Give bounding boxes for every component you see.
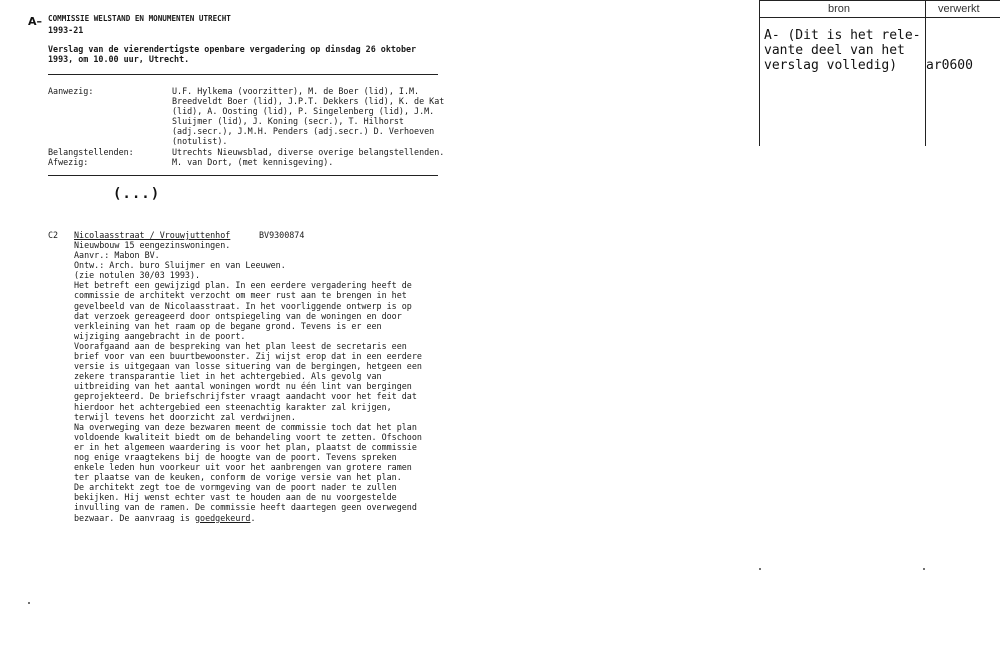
- present-line: Sluijmer (lid), J. Koning (secr.), T. Hilhorst: [172, 116, 404, 127]
- item-applicant: Aanvr.: Mabon BV.: [74, 250, 160, 261]
- decision-status: goedgekeurd: [195, 512, 251, 523]
- body-line: geprojekteerd. De briefschrijfster vraagt aandacht voor het feit dat: [74, 391, 417, 402]
- body-line: voldoende kwaliteit biedt om de behandeling voort te zetten. Ofschoon: [74, 431, 422, 442]
- body-line: verkleining van het raam op de begane grond. Tevens is er een: [74, 320, 382, 331]
- document-number: 1993-21: [48, 25, 84, 35]
- body-line: dat verzoek gereageerd door ontspiegeling van de woningen en door: [74, 310, 402, 321]
- body-line: Na overweging van deze bezwaren meent de commissie toch dat het plan: [74, 421, 417, 432]
- item-reference: BV9300874: [259, 230, 305, 240]
- body-line: zekere transparantie liet in het achtergebied. Als gevolg van: [74, 371, 382, 382]
- report-title-line-2: 1993, om 10.00 uur, Utrecht.: [48, 54, 190, 64]
- body-line: Voorafgaand aan de bespreking van het plan leest de secretaris een: [74, 340, 407, 351]
- present-line: (notulist).: [172, 136, 228, 147]
- item-subject: Nieuwbouw 15 eengezinswoningen.: [74, 240, 231, 250]
- divider-top: [48, 74, 438, 75]
- interested-label: Belangstellenden:: [48, 147, 134, 157]
- present-label: Aanwezig:: [48, 86, 94, 96]
- body-line: hierdoor het achtergebied een steenachtig karakter zal krijgen,: [74, 401, 392, 412]
- body-line: uitbreiding van het aantal woningen wordt nu één lint van bergingen: [74, 381, 412, 392]
- body-line: gevelbeeld van de Nicolaasstraat. In het voorliggende ontwerp is op: [74, 300, 412, 311]
- source-note-line: verslag volledig): [764, 58, 898, 73]
- item-body: [74, 240, 422, 523]
- organisation-name: COMMISSIE WELSTAND EN MONUMENTEN UTRECHT: [48, 14, 231, 23]
- present-line: Breedveldt Boer (lid), J.P.T. Dekkers (lid), K. de Kat: [172, 96, 445, 107]
- body-line: versie is uitgegaan van losse situering van de bergingen, hetgeen een: [74, 361, 422, 372]
- body-line: ter plaatse van de keuken, conform de vorige versie van het plan.: [74, 472, 402, 483]
- scan-speck: [28, 602, 30, 604]
- side-table-column-divider: [925, 0, 926, 146]
- omission-ellipsis: (...): [113, 186, 161, 202]
- divider-bottom: [48, 175, 438, 176]
- body-line: De architekt zegt toe de vormgeving van de poort nader te zullen: [74, 482, 397, 493]
- side-table-left-border: [759, 0, 760, 146]
- body-line: commissie de architekt verzocht om meer rust aan te brengen in het: [74, 290, 407, 301]
- body-line: Het betreft een gewijzigd plan. In een eerdere vergadering heeft de: [74, 280, 412, 291]
- body-line: wijziging aangebracht in de poort.: [74, 330, 246, 341]
- body-line: invulling van de ramen. De commissie heeft daartegen geen overwegend: [74, 502, 417, 513]
- item-code: C2: [48, 230, 59, 240]
- item-designer: Ontw.: Arch. buro Sluijmer en van Leeuwen.: [74, 260, 286, 271]
- absent-text: M. van Dort, (met kennisgeving).: [172, 157, 334, 167]
- archive-code: ar0600: [926, 58, 973, 73]
- side-table-header-border: [759, 17, 1000, 18]
- last-line-suffix: .: [250, 512, 256, 523]
- body-line: nog enige vraagtekens bij de hoogte van de poort. Tevens spreken: [74, 451, 397, 462]
- item-title: Nicolaasstraat / Vrouwjuttenhof: [74, 230, 231, 240]
- report-title-line-1: Verslag van de vierendertigste openbare vergadering op dinsdag 26 oktober: [48, 44, 417, 54]
- scan-speck: [759, 568, 761, 570]
- body-line: enkele leden hun voorkeur uit voor het aanbrengen van grotere ramen: [74, 462, 412, 473]
- present-line: (lid), A. Oosting (lid), P. Singelenberg (lid), J.M.: [172, 106, 435, 117]
- present-line: (adj.secr.), J.M.H. Penders (adj.secr.) D. Verhoeven: [172, 126, 435, 137]
- column-header-source: bron: [828, 3, 851, 15]
- item-minutes-reference: (zie notulen 30/03 1993).: [74, 270, 201, 281]
- interested-text: Utrechts Nieuwsblad, diverse overige belangstellenden.: [172, 147, 445, 157]
- last-line-prefix: bezwaar. De aanvraag is: [74, 512, 196, 523]
- source-note-line: A- (Dit is het rele-: [764, 28, 921, 43]
- section-marker: A–: [28, 15, 43, 28]
- body-line: er in het algemeen waardering is voor het plan, plaatst de commissie: [74, 441, 417, 452]
- present-line: U.F. Hylkema (voorzitter), M. de Boer (lid), I.M.: [172, 86, 420, 96]
- side-table-top-border: [759, 0, 1000, 1]
- source-note-line: vante deel van het: [764, 43, 905, 58]
- source-note: [764, 28, 921, 73]
- column-header-processed: verwerkt: [938, 3, 980, 15]
- body-line: bekijken. Hij wenst echter vast te houden aan de nu voorgestelde: [74, 492, 397, 503]
- scan-speck: [923, 568, 925, 570]
- body-last-line: [74, 513, 422, 523]
- absent-label: Afwezig:: [48, 157, 89, 167]
- body-line: brief voor van een buurtbewoonster. Zij wijst erop dat in een eerdere: [74, 351, 422, 362]
- body-line: terwijl tevens het doorzicht zal verdwijnen.: [74, 411, 296, 422]
- present-list: [172, 86, 444, 147]
